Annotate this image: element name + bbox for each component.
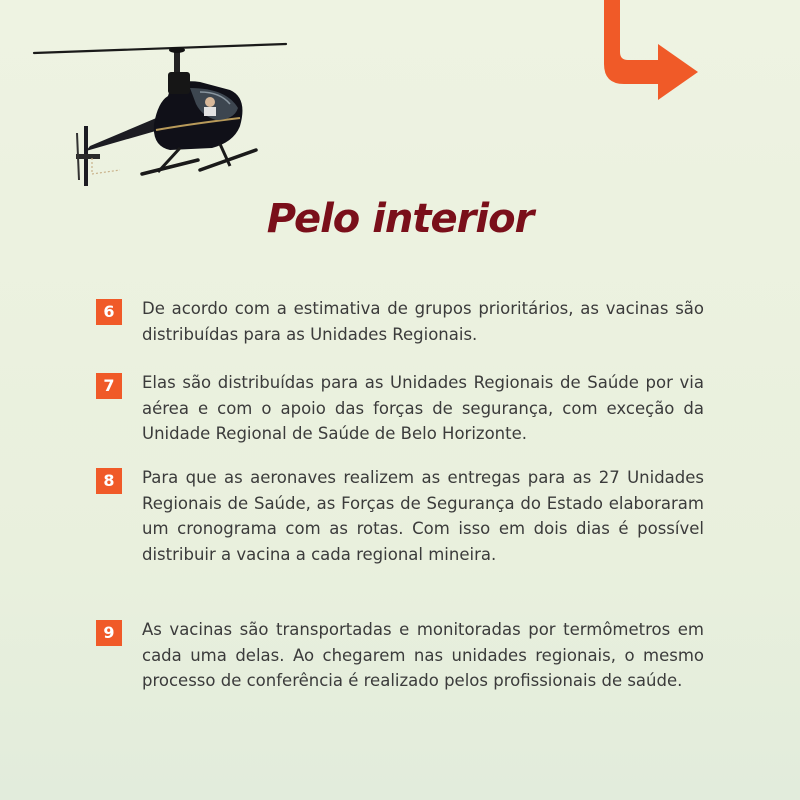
step-number-badge: 9 xyxy=(96,620,122,646)
page-title: Pelo interior xyxy=(266,196,534,242)
step-text: De acordo com a estimativa de grupos prioritários, as vacinas são distribuídas para as Unidades Regionais. xyxy=(142,299,704,344)
step-text: Para que as aeronaves realizem as entregas para as 27 Unidades Regionais de Saúde, as Forças de Segurança do Estado elaboraram um cronograma com as rotas. Com isso em dois dias é possível distribuir a vacina a cada regional mineira. xyxy=(142,468,704,564)
turn-right-arrow-icon xyxy=(598,0,702,104)
step-text: As vacinas são transportadas e monitoradas por termômetros em cada uma delas. Ao chegarem nas unidades regionais, o mesmo processo de conferência é realizado pelos profissionais de saúde. xyxy=(142,620,704,690)
step-number-badge: 6 xyxy=(96,299,122,325)
step-number-badge: 8 xyxy=(96,468,122,494)
step-text: Elas são distribuídas para as Unidades Regionais de Saúde por via aérea e com o apoio das forças de segurança, com exceção da Unidade Regional de Saúde de Belo Horizonte. xyxy=(142,373,704,443)
helicopter-image xyxy=(30,38,292,198)
step-number-badge: 7 xyxy=(96,373,122,399)
